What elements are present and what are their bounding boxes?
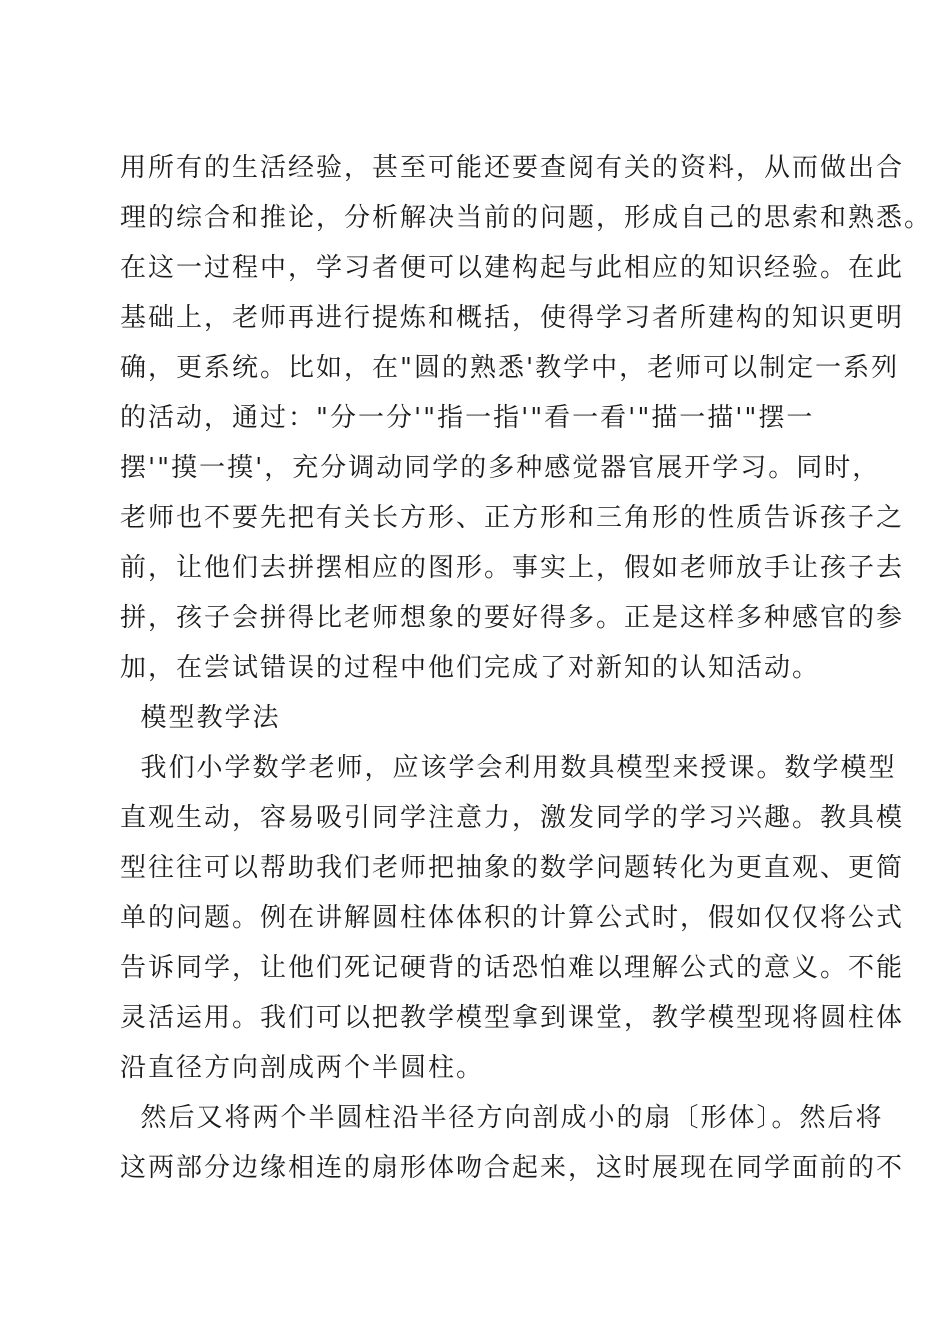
text-line: 型往往可以帮助我们老师把抽象的数学问题转化为更直观、更简 xyxy=(120,853,905,883)
text-line: 直观生动，容易吸引同学注意力，激发同学的学习兴趣。教具模 xyxy=(120,803,905,833)
section-heading: 模型教学法 xyxy=(120,703,281,733)
text-line: 我们小学数学老师，应该学会利用数具模型来授课。数学模型 xyxy=(120,753,897,783)
text-line: 基础上，老师再进行提炼和概括，使得学习者所建构的知识更明 xyxy=(120,303,905,333)
text-line: 加，在尝试错误的过程中他们完成了对新知的认知活动。 xyxy=(120,653,821,683)
text-line: 告诉同学，让他们死记硬背的话恐怕难以理解公式的意义。不能 xyxy=(120,953,905,983)
text-line: 用所有的生活经验，甚至可能还要查阅有关的资料，从而做出合 xyxy=(120,153,905,183)
text-line: 在这一过程中，学习者便可以建构起与此相应的知识经验。在此 xyxy=(120,253,905,283)
text-line: 前，让他们去拼摆相应的图形。事实上，假如老师放手让孩子去 xyxy=(120,553,905,583)
text-line: 的活动，通过："分一分'"指一指'"看一看'"描一描'"摆一 xyxy=(120,403,815,433)
text-line: 沿直径方向剖成两个半圆柱。 xyxy=(120,1053,485,1083)
text-line: 摆'"摸一摸'，充分调动同学的多种感觉器官展开学习。同时， xyxy=(120,453,881,483)
text-line: 单的问题。例在讲解圆柱体体积的计算公式时，假如仅仅将公式 xyxy=(120,903,905,933)
text-line: 拼，孩子会拼得比老师想象的要好得多。正是这样多种感官的参 xyxy=(120,603,905,633)
text-line: 老师也不要先把有关长方形、正方形和三角形的性质告诉孩子之 xyxy=(120,503,905,533)
text-line: 灵活运用。我们可以把教学模型拿到课堂，教学模型现将圆柱体 xyxy=(120,1003,905,1033)
text-line: 理的综合和推论，分析解决当前的问题，形成自己的思索和熟悉。 xyxy=(120,203,933,233)
text-line: 确，更系统。比如，在"圆的熟悉'教学中，老师可以制定一系列 xyxy=(120,353,900,383)
text-line: 然后又将两个半圆柱沿半径方向剖成小的扇〔形体〕。然后将 xyxy=(120,1103,884,1133)
text-line: 这两部分边缘相连的扇形体吻合起来，这时展现在同学面前的不 xyxy=(120,1153,905,1183)
